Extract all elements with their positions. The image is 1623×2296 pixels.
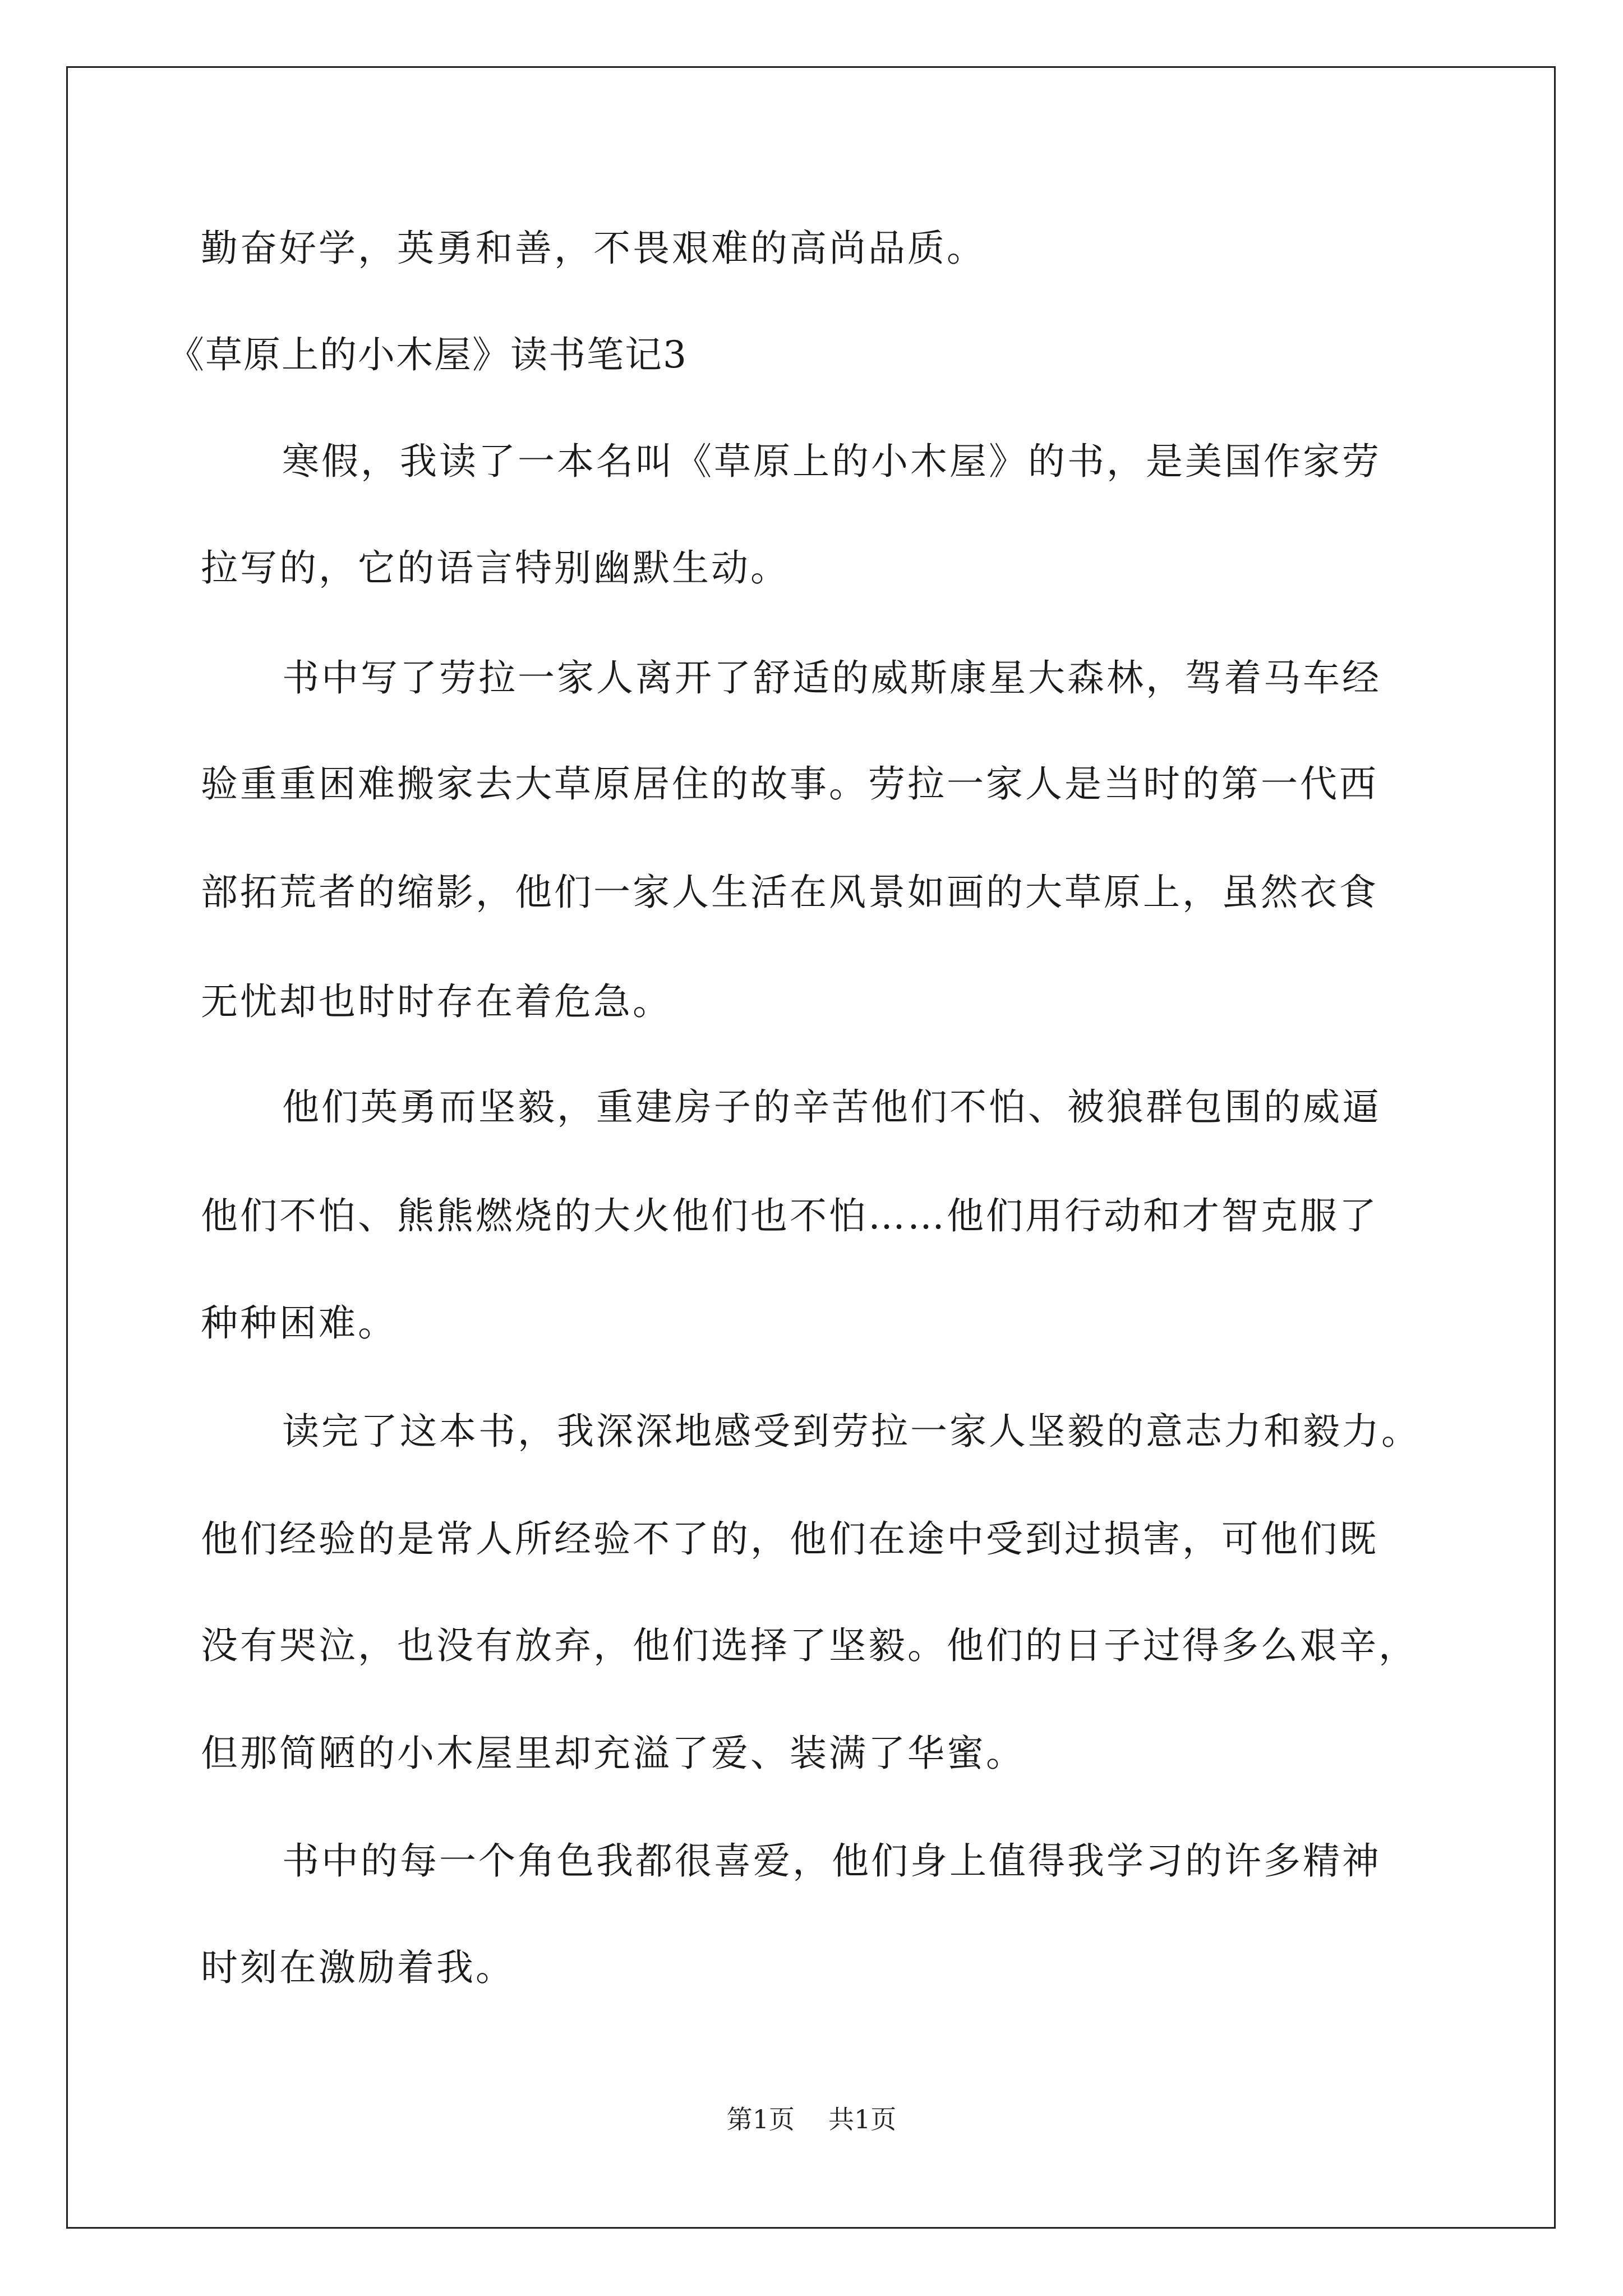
text-line: 但那简陋的小木屋里却充溢了爱、装满了华蜜。 bbox=[201, 1732, 1025, 1775]
text-line: 种种困难。 bbox=[201, 1301, 397, 1345]
text-line: 勤奋好学，英勇和善，不畏艰难的高尚品质。 bbox=[201, 227, 986, 270]
text-line: 他们经验的是常人所经验不了的，他们在途中受到过损害，可他们既 bbox=[201, 1517, 1378, 1561]
text-line: 读完了这本书，我深深地感受到劳拉一家人坚毅的意志力和毅力。 bbox=[282, 1410, 1421, 1453]
text-line: 他们不怕、熊熊燃烧的大火他们也不怕……他们用行动和才智克服了 bbox=[201, 1194, 1378, 1237]
text-line: 寒假，我读了一本名叫《草原上的小木屋》的书，是美国作家劳 bbox=[282, 440, 1381, 483]
text-line: 没有哭泣，也没有放弃，他们选择了坚毅。他们的日子过得多么艰辛， bbox=[201, 1624, 1418, 1667]
text-line: 书中写了劳拉一家人离开了舒适的威斯康星大森林，驾着马车经 bbox=[282, 656, 1381, 700]
section-title: 《草原上的小木屋》读书笔记3 bbox=[167, 333, 688, 376]
page-number: 第1页 bbox=[726, 2104, 795, 2134]
text-line: 拉写的，它的语言特别幽默生动。 bbox=[201, 546, 790, 590]
page-total: 共1页 bbox=[828, 2104, 897, 2134]
page-footer bbox=[0, 2102, 1623, 2136]
text-line: 他们英勇而坚毅，重建房子的辛苦他们不怕、被狼群包围的威逼 bbox=[282, 1085, 1381, 1129]
text-line: 时刻在激励着我。 bbox=[201, 1946, 515, 1989]
text-line: 书中的每一个角色我都很喜爱，他们身上值得我学习的许多精神 bbox=[282, 1839, 1381, 1883]
page-border bbox=[66, 66, 1556, 2229]
text-line: 验重重困难搬家去大草原居住的故事。劳拉一家人是当时的第一代西 bbox=[201, 762, 1378, 806]
text-line: 无忧却也时时存在着危急。 bbox=[201, 980, 672, 1023]
text-line: 部拓荒者的缩影，他们一家人生活在风景如画的大草原上，虽然衣食 bbox=[201, 871, 1378, 914]
